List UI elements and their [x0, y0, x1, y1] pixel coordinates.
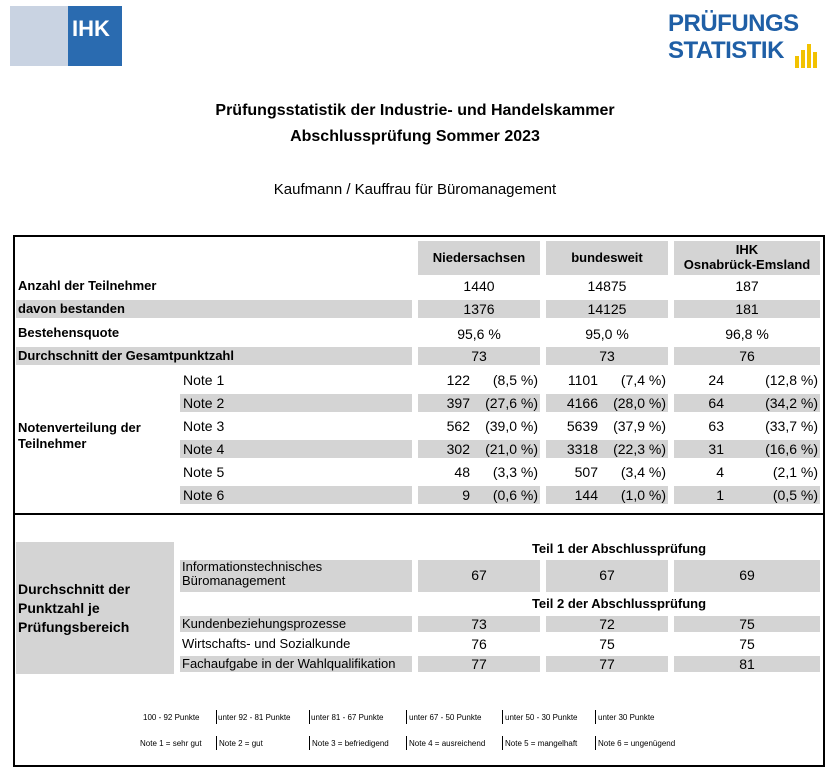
grade-percent: (22,3 %): [613, 441, 666, 457]
cell-value: 75: [739, 616, 755, 632]
logo-line-1: PRÜFUNGS: [668, 10, 799, 37]
grade-percent: (16,6 %): [765, 441, 818, 457]
grade-count: 4: [716, 464, 724, 480]
grades-label: Notenverteilung der: [18, 420, 141, 435]
legend-item: Note 6 = ungenügend: [598, 739, 676, 748]
legend-item: unter 50 - 30 Punkte: [505, 713, 578, 722]
cell-value: 95,6 %: [457, 326, 501, 342]
occupation-title: Kaufmann / Kauffrau für Büromanagement: [273, 181, 557, 198]
cell-value: 72: [599, 616, 615, 632]
cell-value: 69: [739, 567, 755, 583]
grade-percent: (28,0 %): [613, 395, 666, 411]
grade-percent: (21,0 %): [485, 441, 538, 457]
grade-percent: (8,5 %): [492, 372, 538, 388]
cell-value: 73: [599, 348, 615, 364]
area-row-label: Kundenbeziehungsprozesse: [182, 616, 347, 631]
grade-percent: (0,6 %): [492, 487, 538, 503]
col-header-label: bundesweit: [571, 250, 643, 265]
grade-percent: (12,8 %): [765, 372, 818, 388]
area-row-label: Fachaufgabe in der Wahlqualifikation: [182, 656, 396, 671]
grade-percent: (3,4 %): [620, 464, 666, 480]
area-row-label: Informationstechnisches: [182, 559, 323, 574]
grade-count: 144: [574, 487, 598, 503]
cell-value: 1440: [463, 278, 495, 294]
grade-label: Note 1: [183, 372, 225, 388]
areas-label-line: Prüfungsbereich: [18, 619, 130, 635]
legend-item: Note 5 = mangelhaft: [505, 739, 578, 748]
grade-percent: (27,6 %): [485, 395, 538, 411]
cell-value: 76: [471, 636, 487, 652]
cell-value: 14875: [587, 278, 627, 294]
grade-count: 63: [708, 418, 724, 434]
cell-value: 75: [599, 636, 615, 652]
ihk-logo-text: IHK: [72, 16, 110, 41]
area-row-label-2: Büromanagement: [182, 573, 286, 588]
grade-count: 1101: [567, 372, 598, 388]
grade-percent: (3,3 %): [492, 464, 538, 480]
col-header-label: Niedersachsen: [432, 250, 526, 265]
part1-heading: Teil 1 der Abschlussprüfung: [531, 541, 707, 556]
grade-count: 9: [462, 487, 470, 503]
grade-percent: (39,0 %): [485, 418, 538, 434]
cell-value: 1376: [463, 301, 495, 317]
grade-count: 1: [716, 487, 724, 503]
legend-item: unter 67 - 50 Punkte: [409, 713, 482, 722]
cell-value: 187: [735, 278, 759, 294]
row-label: Bestehensquote: [18, 325, 120, 340]
cell-value: 181: [735, 301, 759, 317]
legend-item: Note 3 = befriedigend: [312, 739, 389, 748]
areas-label-line: Durchschnitt der: [18, 581, 131, 597]
row-label: Durchschnitt der Gesamtpunktzahl: [18, 348, 234, 363]
cell-value: 73: [471, 616, 487, 632]
cell-value: 95,0 %: [585, 326, 629, 342]
page-subtitle: Abschlussprüfung Sommer 2023: [290, 128, 540, 145]
legend-item: Note 2 = gut: [219, 739, 263, 748]
grades-label-2: Teilnehmer: [18, 436, 87, 451]
grade-percent: (34,2 %): [765, 395, 818, 411]
grade-label: Note 6: [183, 487, 225, 503]
cell-value: 96,8 %: [725, 326, 769, 342]
area-row-label: Wirtschafts- und Sozialkunde: [182, 636, 351, 651]
grade-count: 507: [574, 464, 598, 480]
grade-count: 24: [708, 372, 724, 388]
grade-count: 64: [708, 395, 724, 411]
grade-label: Note 5: [183, 464, 225, 480]
grade-count: 3318: [566, 441, 598, 457]
grade-count: 4166: [566, 395, 598, 411]
grade-percent: (33,7 %): [765, 418, 818, 434]
grade-percent: (37,9 %): [613, 418, 666, 434]
grade-percent: (2,1 %): [772, 464, 818, 480]
legend-item: Note 4 = ausreichend: [409, 739, 486, 748]
cell-value: 75: [739, 636, 755, 652]
legend-item: Note 1 = sehr gut: [140, 739, 202, 748]
legend-item: unter 81 - 67 Punkte: [311, 713, 384, 722]
grade-count: 122: [446, 372, 470, 388]
grade-label: Note 3: [183, 418, 225, 434]
legend-item: 100 - 92 Punkte: [143, 713, 200, 722]
areas-label-line: Punktzahl je: [18, 600, 100, 616]
col-header-label: IHK: [735, 242, 759, 257]
grade-percent: (0,5 %): [772, 487, 818, 503]
cell-value: 73: [471, 348, 487, 364]
grade-count: 302: [446, 441, 470, 457]
logo-line-2: STATISTIK: [668, 37, 784, 64]
legend-item: unter 30 Punkte: [598, 713, 655, 722]
cell-value: 76: [739, 348, 755, 364]
page-title: Prüfungsstatistik der Industrie- und Handelskammer: [215, 102, 615, 119]
grade-count: 562: [446, 418, 470, 434]
cell-value: 67: [471, 567, 487, 583]
grade-label: Note 4: [183, 441, 225, 457]
grade-count: 5639: [566, 418, 598, 434]
row-label: davon bestanden: [18, 301, 125, 316]
cell-value: 77: [471, 656, 487, 672]
grade-percent: (7,4 %): [620, 372, 666, 388]
legend-item: unter 92 - 81 Punkte: [218, 713, 291, 722]
part2-heading: Teil 2 der Abschlussprüfung: [531, 596, 707, 611]
grade-count: 31: [708, 441, 724, 457]
cell-value: 81: [739, 656, 755, 672]
cell-value: 77: [599, 656, 615, 672]
cell-value: 14125: [587, 301, 627, 317]
grade-count: 48: [454, 464, 470, 480]
col-header-label: Osnabrück-Emsland: [683, 257, 811, 272]
grade-count: 397: [446, 395, 470, 411]
grade-label: Note 2: [183, 395, 225, 411]
grade-percent: (1,0 %): [620, 487, 666, 503]
row-label: Anzahl der Teilnehmer: [18, 278, 157, 293]
cell-value: 67: [599, 567, 615, 583]
